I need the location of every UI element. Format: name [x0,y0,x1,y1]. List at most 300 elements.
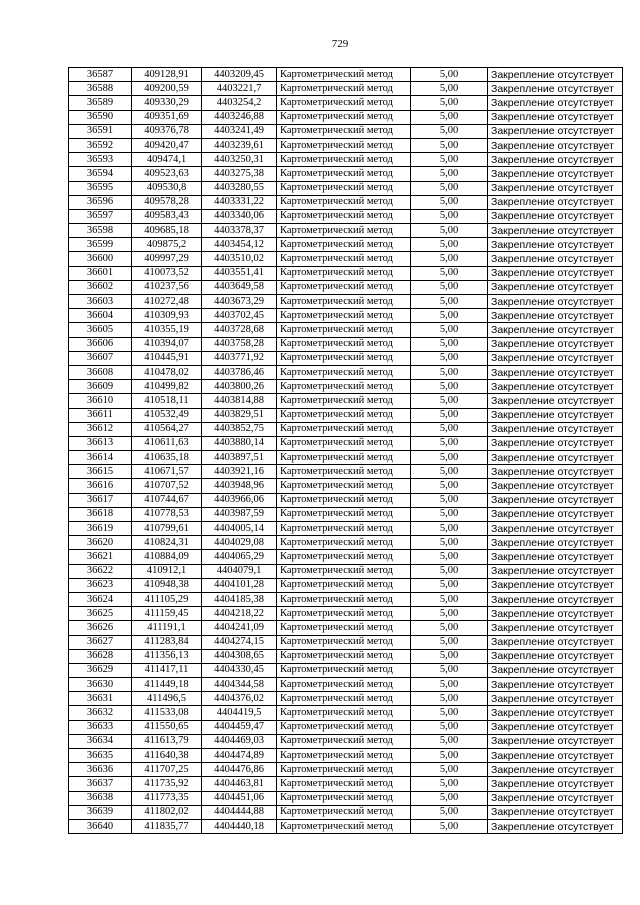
method-cell: Картометрический метод [277,138,411,152]
y-coordinate-cell: 4404459,47 [202,720,277,734]
y-coordinate-cell: 4403331,22 [202,195,277,209]
accuracy-cell: 5,00 [411,479,488,493]
method-cell: Картометрический метод [277,805,411,819]
method-cell: Картометрический метод [277,763,411,777]
table-row [69,678,623,692]
method-cell: Картометрический метод [277,621,411,635]
y-coordinate-cell: 4403800,26 [202,380,277,394]
table-row [69,153,623,167]
x-coordinate-cell: 409578,28 [132,195,202,209]
accuracy-cell: 5,00 [411,252,488,266]
table-row [69,791,623,805]
accuracy-cell: 5,00 [411,138,488,152]
fixation-cell: Закрепление отсутствует [488,153,623,167]
y-coordinate-cell: 4403246,88 [202,110,277,124]
point-number-cell: 36636 [69,763,132,777]
point-number-cell: 36620 [69,536,132,550]
accuracy-cell: 5,00 [411,720,488,734]
point-number-cell: 36634 [69,734,132,748]
fixation-cell: Закрепление отсутствует [488,592,623,606]
point-number-cell: 36597 [69,209,132,223]
point-number-cell: 36611 [69,408,132,422]
fixation-cell: Закрепление отсутствует [488,138,623,152]
x-coordinate-cell: 409330,29 [132,96,202,110]
x-coordinate-cell: 411735,92 [132,777,202,791]
y-coordinate-cell: 4403454,12 [202,238,277,252]
y-coordinate-cell: 4403786,46 [202,365,277,379]
x-coordinate-cell: 410778,53 [132,507,202,521]
accuracy-cell: 5,00 [411,451,488,465]
method-cell: Картометрический метод [277,82,411,96]
method-cell: Картометрический метод [277,252,411,266]
accuracy-cell: 5,00 [411,365,488,379]
table-row [69,394,623,408]
table-row [69,763,623,777]
accuracy-cell: 5,00 [411,791,488,805]
x-coordinate-cell: 411496,5 [132,692,202,706]
y-coordinate-cell: 4403378,37 [202,224,277,238]
table-row [69,337,623,351]
point-number-cell: 36613 [69,436,132,450]
accuracy-cell: 5,00 [411,68,488,82]
table-row [69,805,623,819]
x-coordinate-cell: 409583,43 [132,209,202,223]
table-row [69,564,623,578]
x-coordinate-cell: 411707,25 [132,763,202,777]
y-coordinate-cell: 4403209,45 [202,68,277,82]
accuracy-cell: 5,00 [411,550,488,564]
point-number-cell: 36600 [69,252,132,266]
method-cell: Картометрический метод [277,238,411,252]
accuracy-cell: 5,00 [411,819,488,833]
method-cell: Картометрический метод [277,465,411,479]
fixation-cell: Закрепление отсутствует [488,777,623,791]
x-coordinate-cell: 410635,18 [132,451,202,465]
y-coordinate-cell: 4403254,2 [202,96,277,110]
accuracy-cell: 5,00 [411,394,488,408]
fixation-cell: Закрепление отсутствует [488,295,623,309]
fixation-cell: Закрепление отсутствует [488,692,623,706]
point-number-cell: 36591 [69,124,132,138]
fixation-cell: Закрепление отсутствует [488,408,623,422]
table-row [69,124,623,138]
point-number-cell: 36596 [69,195,132,209]
y-coordinate-cell: 4403250,31 [202,153,277,167]
method-cell: Картометрический метод [277,209,411,223]
fixation-cell: Закрепление отсутствует [488,564,623,578]
point-number-cell: 36599 [69,238,132,252]
y-coordinate-cell: 4403280,55 [202,181,277,195]
table-row [69,309,623,323]
accuracy-cell: 5,00 [411,422,488,436]
fixation-cell: Закрепление отсутствует [488,819,623,833]
point-number-cell: 36631 [69,692,132,706]
table-row [69,110,623,124]
x-coordinate-cell: 410355,19 [132,323,202,337]
method-cell: Картометрический метод [277,635,411,649]
accuracy-cell: 5,00 [411,678,488,692]
y-coordinate-cell: 4404476,86 [202,763,277,777]
point-number-cell: 36607 [69,351,132,365]
accuracy-cell: 5,00 [411,692,488,706]
method-cell: Картометрический метод [277,692,411,706]
fixation-cell: Закрепление отсутствует [488,763,623,777]
fixation-cell: Закрепление отсутствует [488,805,623,819]
point-number-cell: 36598 [69,224,132,238]
accuracy-cell: 5,00 [411,763,488,777]
table-row [69,408,623,422]
y-coordinate-cell: 4404308,65 [202,649,277,663]
point-number-cell: 36632 [69,706,132,720]
method-cell: Картометрический метод [277,124,411,138]
method-cell: Картометрический метод [277,323,411,337]
method-cell: Картометрический метод [277,365,411,379]
accuracy-cell: 5,00 [411,408,488,422]
fixation-cell: Закрепление отсутствует [488,68,623,82]
method-cell: Картометрический метод [277,408,411,422]
fixation-cell: Закрепление отсутствует [488,507,623,521]
accuracy-cell: 5,00 [411,337,488,351]
method-cell: Картометрический метод [277,436,411,450]
fixation-cell: Закрепление отсутствует [488,607,623,621]
table-row [69,451,623,465]
table-row [69,295,623,309]
point-number-cell: 36626 [69,621,132,635]
accuracy-cell: 5,00 [411,110,488,124]
fixation-cell: Закрепление отсутствует [488,266,623,280]
accuracy-cell: 5,00 [411,280,488,294]
accuracy-cell: 5,00 [411,621,488,635]
y-coordinate-cell: 4403758,28 [202,337,277,351]
y-coordinate-cell: 4403897,51 [202,451,277,465]
y-coordinate-cell: 4404444,88 [202,805,277,819]
y-coordinate-cell: 4404474,89 [202,749,277,763]
table-row [69,777,623,791]
x-coordinate-cell: 411802,02 [132,805,202,819]
y-coordinate-cell: 4404218,22 [202,607,277,621]
point-number-cell: 36605 [69,323,132,337]
point-number-cell: 36588 [69,82,132,96]
accuracy-cell: 5,00 [411,522,488,536]
y-coordinate-cell: 4403239,61 [202,138,277,152]
point-number-cell: 36601 [69,266,132,280]
table-row [69,706,623,720]
accuracy-cell: 5,00 [411,592,488,606]
accuracy-cell: 5,00 [411,635,488,649]
method-cell: Картометрический метод [277,493,411,507]
method-cell: Картометрический метод [277,522,411,536]
fixation-cell: Закрепление отсутствует [488,479,623,493]
method-cell: Картометрический метод [277,720,411,734]
table-row [69,436,623,450]
table-row [69,493,623,507]
x-coordinate-cell: 409376,78 [132,124,202,138]
x-coordinate-cell: 411550,65 [132,720,202,734]
fixation-cell: Закрепление отсутствует [488,663,623,677]
fixation-cell: Закрепление отсутствует [488,649,623,663]
y-coordinate-cell: 4404185,38 [202,592,277,606]
method-cell: Картометрический метод [277,351,411,365]
table-row [69,522,623,536]
point-number-cell: 36594 [69,167,132,181]
y-coordinate-cell: 4404274,15 [202,635,277,649]
table-row [69,692,623,706]
table-row [69,266,623,280]
x-coordinate-cell: 410671,57 [132,465,202,479]
accuracy-cell: 5,00 [411,749,488,763]
accuracy-cell: 5,00 [411,195,488,209]
method-cell: Картометрический метод [277,607,411,621]
accuracy-cell: 5,00 [411,465,488,479]
y-coordinate-cell: 4403673,29 [202,295,277,309]
y-coordinate-cell: 4404101,28 [202,578,277,592]
table-row [69,578,623,592]
y-coordinate-cell: 4404330,45 [202,663,277,677]
point-number-cell: 36621 [69,550,132,564]
method-cell: Картометрический метод [277,791,411,805]
method-cell: Картометрический метод [277,337,411,351]
fixation-cell: Закрепление отсутствует [488,621,623,635]
table-body [69,68,623,834]
fixation-cell: Закрепление отсутствует [488,493,623,507]
fixation-cell: Закрепление отсутствует [488,436,623,450]
x-coordinate-cell: 411356,13 [132,649,202,663]
point-number-cell: 36617 [69,493,132,507]
table-row [69,507,623,521]
point-number-cell: 36593 [69,153,132,167]
point-number-cell: 36633 [69,720,132,734]
fixation-cell: Закрепление отсутствует [488,209,623,223]
fixation-cell: Закрепление отсутствует [488,238,623,252]
accuracy-cell: 5,00 [411,436,488,450]
point-number-cell: 36590 [69,110,132,124]
accuracy-cell: 5,00 [411,777,488,791]
fixation-cell: Закрепление отсутствует [488,749,623,763]
point-number-cell: 36612 [69,422,132,436]
x-coordinate-cell: 410707,52 [132,479,202,493]
point-number-cell: 36625 [69,607,132,621]
x-coordinate-cell: 410309,93 [132,309,202,323]
y-coordinate-cell: 4403551,41 [202,266,277,280]
fixation-cell: Закрепление отсутствует [488,550,623,564]
fixation-cell: Закрепление отсутствует [488,96,623,110]
point-number-cell: 36606 [69,337,132,351]
table-row [69,96,623,110]
method-cell: Картометрический метод [277,507,411,521]
table-row [69,181,623,195]
method-cell: Картометрический метод [277,734,411,748]
accuracy-cell: 5,00 [411,564,488,578]
point-number-cell: 36595 [69,181,132,195]
fixation-cell: Закрепление отсутствует [488,734,623,748]
x-coordinate-cell: 411417,11 [132,663,202,677]
method-cell: Картометрический метод [277,592,411,606]
accuracy-cell: 5,00 [411,607,488,621]
y-coordinate-cell: 4403987,59 [202,507,277,521]
point-number-cell: 36604 [69,309,132,323]
y-coordinate-cell: 4403510,02 [202,252,277,266]
fixation-cell: Закрепление отсутствует [488,337,623,351]
point-number-cell: 36639 [69,805,132,819]
method-cell: Картометрический метод [277,578,411,592]
x-coordinate-cell: 409200,59 [132,82,202,96]
table-row [69,592,623,606]
point-number-cell: 36630 [69,678,132,692]
table-row [69,479,623,493]
table-row [69,734,623,748]
table-row [69,323,623,337]
y-coordinate-cell: 4404469,03 [202,734,277,748]
point-number-cell: 36610 [69,394,132,408]
y-coordinate-cell: 4404005,14 [202,522,277,536]
y-coordinate-cell: 4403814,88 [202,394,277,408]
method-cell: Картометрический метод [277,266,411,280]
y-coordinate-cell: 4403702,45 [202,309,277,323]
method-cell: Картометрический метод [277,536,411,550]
x-coordinate-cell: 410394,07 [132,337,202,351]
accuracy-cell: 5,00 [411,380,488,394]
accuracy-cell: 5,00 [411,663,488,677]
method-cell: Картометрический метод [277,678,411,692]
table-row [69,68,623,82]
point-number-cell: 36619 [69,522,132,536]
x-coordinate-cell: 409128,91 [132,68,202,82]
accuracy-cell: 5,00 [411,706,488,720]
point-number-cell: 36635 [69,749,132,763]
method-cell: Картометрический метод [277,224,411,238]
x-coordinate-cell: 411533,08 [132,706,202,720]
method-cell: Картометрический метод [277,110,411,124]
accuracy-cell: 5,00 [411,323,488,337]
method-cell: Картометрический метод [277,706,411,720]
table-row [69,749,623,763]
method-cell: Картометрический метод [277,96,411,110]
table-row [69,351,623,365]
accuracy-cell: 5,00 [411,96,488,110]
y-coordinate-cell: 4403340,06 [202,209,277,223]
table-row [69,280,623,294]
accuracy-cell: 5,00 [411,734,488,748]
fixation-cell: Закрепление отсутствует [488,124,623,138]
fixation-cell: Закрепление отсутствует [488,167,623,181]
y-coordinate-cell: 4403275,38 [202,167,277,181]
point-number-cell: 36608 [69,365,132,379]
x-coordinate-cell: 411191,1 [132,621,202,635]
point-number-cell: 36640 [69,819,132,833]
accuracy-cell: 5,00 [411,209,488,223]
accuracy-cell: 5,00 [411,266,488,280]
fixation-cell: Закрепление отсутствует [488,578,623,592]
point-number-cell: 36616 [69,479,132,493]
point-number-cell: 36614 [69,451,132,465]
x-coordinate-cell: 409685,18 [132,224,202,238]
point-number-cell: 36627 [69,635,132,649]
method-cell: Картометрический метод [277,550,411,564]
point-number-cell: 36629 [69,663,132,677]
y-coordinate-cell: 4404079,1 [202,564,277,578]
fixation-cell: Закрепление отсутствует [488,351,623,365]
table-row [69,82,623,96]
fixation-cell: Закрепление отсутствует [488,323,623,337]
x-coordinate-cell: 409997,29 [132,252,202,266]
x-coordinate-cell: 410518,11 [132,394,202,408]
accuracy-cell: 5,00 [411,124,488,138]
x-coordinate-cell: 409351,69 [132,110,202,124]
point-number-cell: 36637 [69,777,132,791]
y-coordinate-cell: 4404376,02 [202,692,277,706]
y-coordinate-cell: 4404241,09 [202,621,277,635]
coordinates-table [68,67,623,834]
y-coordinate-cell: 4404065,29 [202,550,277,564]
x-coordinate-cell: 410948,38 [132,578,202,592]
method-cell: Картометрический метод [277,68,411,82]
point-number-cell: 36628 [69,649,132,663]
point-number-cell: 36592 [69,138,132,152]
x-coordinate-cell: 411835,77 [132,819,202,833]
fixation-cell: Закрепление отсутствует [488,224,623,238]
method-cell: Картометрический метод [277,649,411,663]
x-coordinate-cell: 410744,67 [132,493,202,507]
point-number-cell: 36638 [69,791,132,805]
table-row [69,224,623,238]
table-row [69,635,623,649]
table-row [69,550,623,564]
y-coordinate-cell: 4403241,49 [202,124,277,138]
x-coordinate-cell: 410611,63 [132,436,202,450]
fixation-cell: Закрепление отсутствует [488,465,623,479]
table-row [69,663,623,677]
table-row [69,380,623,394]
y-coordinate-cell: 4404344,58 [202,678,277,692]
accuracy-cell: 5,00 [411,238,488,252]
accuracy-cell: 5,00 [411,649,488,663]
x-coordinate-cell: 409875,2 [132,238,202,252]
accuracy-cell: 5,00 [411,153,488,167]
x-coordinate-cell: 411449,18 [132,678,202,692]
accuracy-cell: 5,00 [411,536,488,550]
x-coordinate-cell: 410478,02 [132,365,202,379]
x-coordinate-cell: 411640,38 [132,749,202,763]
method-cell: Картометрический метод [277,380,411,394]
y-coordinate-cell: 4403829,51 [202,408,277,422]
fixation-cell: Закрепление отсутствует [488,252,623,266]
x-coordinate-cell: 409523,63 [132,167,202,181]
method-cell: Картометрический метод [277,295,411,309]
method-cell: Картометрический метод [277,564,411,578]
point-number-cell: 36622 [69,564,132,578]
fixation-cell: Закрепление отсутствует [488,309,623,323]
accuracy-cell: 5,00 [411,181,488,195]
method-cell: Картометрический метод [277,479,411,493]
fixation-cell: Закрепление отсутствует [488,380,623,394]
y-coordinate-cell: 4403966,06 [202,493,277,507]
table-row [69,621,623,635]
y-coordinate-cell: 4403852,75 [202,422,277,436]
x-coordinate-cell: 410799,61 [132,522,202,536]
y-coordinate-cell: 4404029,08 [202,536,277,550]
table-row [69,138,623,152]
x-coordinate-cell: 411159,45 [132,607,202,621]
x-coordinate-cell: 410073,52 [132,266,202,280]
fixation-cell: Закрепление отсутствует [488,536,623,550]
page-number: 729 [331,38,349,50]
y-coordinate-cell: 4403921,16 [202,465,277,479]
table-row [69,536,623,550]
x-coordinate-cell: 410884,09 [132,550,202,564]
x-coordinate-cell: 409420,47 [132,138,202,152]
accuracy-cell: 5,00 [411,82,488,96]
y-coordinate-cell: 4403880,14 [202,436,277,450]
